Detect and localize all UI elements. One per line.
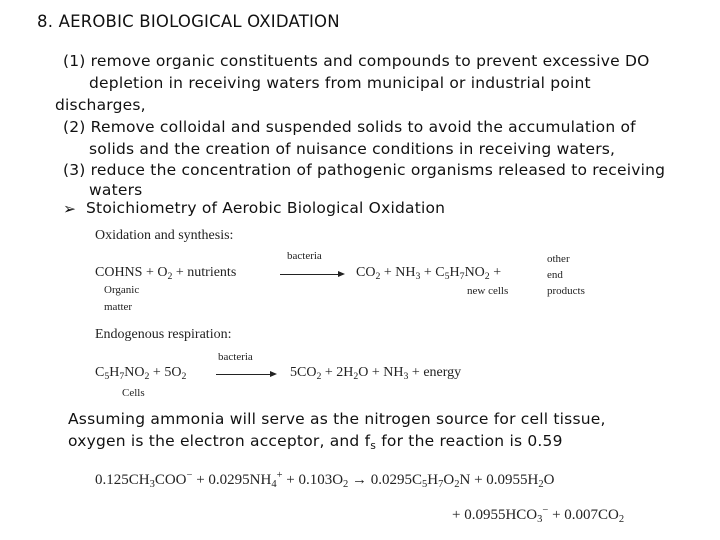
eq1-reaction-arrowhead [338, 271, 345, 277]
eq2-note-cells: Cells [122, 387, 145, 399]
eq2-rhs: $5CO_2 + 2H_2O + NH_3$ + energy [290, 365, 462, 382]
eq2-arrow-label: bacteria [218, 351, 253, 363]
arrow-bullet-icon: ➢ [63, 200, 77, 218]
eq1-rhs: $CO_2 + NH_3 + C_5H_7NO_2$ + [356, 265, 502, 282]
eq1-arrow-label: bacteria [287, 250, 322, 262]
figure-heading-oxidation: Oxidation and synthesis: [95, 228, 234, 243]
figure-heading-endogenous: Endogenous respiration: [95, 327, 232, 342]
eq1-lhs: COHNS + $O_2$ + nutrients [95, 265, 237, 282]
eq1-note-matter: matter [104, 301, 133, 313]
final-equation-line-1: $0.125CH_3COO^- + 0.0295NH_4^+ + 0.103O_2 \to 0.0295C_5H_7O_2N + 0.0955H_2O$ [95, 470, 555, 490]
objective-3-line-2: waters [89, 181, 143, 199]
final-equation-line-2: + $0.0955HCO_3^- + 0.007CO_2$ [452, 505, 625, 525]
eq1-reaction-arrow [280, 274, 340, 275]
assumption-line-2: oxygen is the electron acceptor, and $f_s$ for the reaction is 0.59 [68, 432, 563, 452]
page-title: 8. AEROBIC BIOLOGICAL OXIDATION [37, 12, 340, 31]
objective-1-line-1: (1) remove organic constituents and compounds to prevent excessive DO [63, 52, 650, 70]
objective-2-line-2: solids and the creation of nuisance conditions in receiving waters, [89, 140, 616, 158]
objective-2-line-1: (2) Remove colloidal and suspended solids to avoid the accumulation of [63, 118, 636, 136]
eq1-note-products: products [547, 285, 585, 297]
bullet-heading: Stoichiometry of Aerobic Biological Oxidation [86, 199, 446, 217]
eq2-reaction-arrow [216, 374, 272, 375]
objective-3-line-1: (3) reduce the concentration of pathogenic organisms released to receiving [63, 161, 666, 179]
eq2-lhs: $C_5H_7NO_2 + 5O_2$ [95, 365, 187, 382]
eq1-note-organic: Organic [104, 284, 140, 296]
eq1-note-new-cells: new cells [467, 285, 509, 297]
objective-1-line-3: discharges, [55, 96, 146, 114]
objective-1-line-2: depletion in receiving waters from municipal or industrial point [89, 74, 591, 92]
eq1-note-other: other [547, 253, 570, 265]
eq2-reaction-arrowhead [270, 371, 277, 377]
eq1-note-end: end [547, 269, 563, 281]
assumption-line-1: Assuming ammonia will serve as the nitrogen source for cell tissue, [68, 410, 606, 428]
